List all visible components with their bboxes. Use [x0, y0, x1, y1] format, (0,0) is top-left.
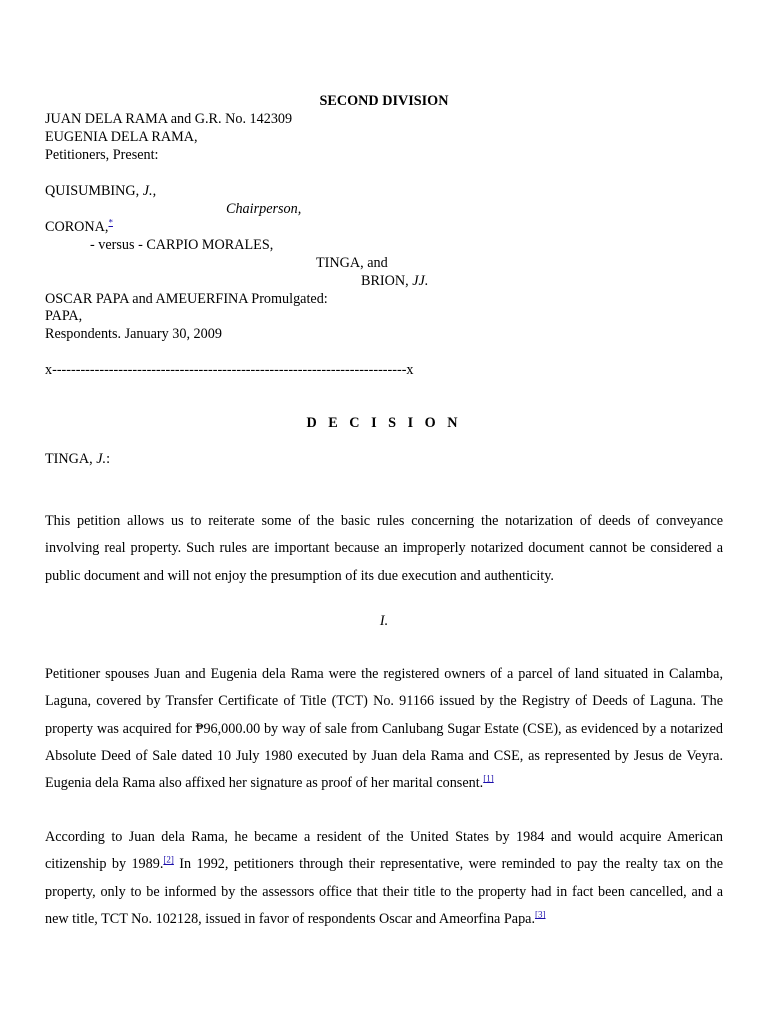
division-heading: SECOND DIVISION — [319, 93, 449, 109]
footnote-link-star[interactable]: * — [108, 217, 113, 228]
justice-name: QUISUMBING, — [45, 183, 140, 199]
paragraph-intro: This petition allows us to reiterate some of the basic rules concerning the notarization of deeds of conveyance involving real property. Such rules are important because an improperly notarized document cannot be considered a public document and will not enjoy the presumption of its due execution and authenticity. — [45, 513, 723, 584]
chairperson-label: Chairperson, — [226, 201, 302, 217]
justice-title: J., — [142, 183, 157, 199]
paragraph-text: Petitioner spouses Juan and Eugenia dela Rama were the registered owners of a parcel of land situated in Calamba, Laguna, covered by Transfer Certificate of Title (TCT) No. 91166 issued by the Registry of Deeds of Laguna. The property was acquired for ₱96,000.00 by way of sale from Canlubang Sugar Estate (CSE), as evidenced by a notarized Absolute Deed of Sale dated 10 July 1980 executed by Juan dela Rama and CSE, as represented by Jesus de Veyra. Eugenia dela Rama also affixed her signature as proof of her marital consent. — [45, 666, 723, 792]
caption-petitioner-line-2: EUGENIA DELA RAMA, — [45, 129, 198, 145]
decision-title: D E C I S I O N — [306, 415, 462, 431]
justice-name: BRION, — [361, 273, 409, 289]
ponente-title: J. — [96, 451, 107, 467]
versus-line: - versus - CARPIO MORALES, — [90, 237, 274, 253]
justice-tinga: TINGA, and — [316, 255, 388, 271]
justice-quisumbing — [45, 182, 156, 200]
caption-respondent-line: OSCAR PAPA and AMEUERFINA Promulgated: — [45, 291, 328, 307]
separator-line: x---------------------------------------------------------------------------x — [45, 362, 414, 378]
ponente — [45, 450, 110, 468]
caption-petitioners-present: Petitioners, Present: — [45, 147, 159, 163]
caption-respondent-line-2: PAPA, — [45, 308, 83, 324]
justice-name: CORONA, — [45, 219, 109, 235]
ponente-name: TINGA, — [45, 451, 93, 467]
caption-respondents-date: Respondents. January 30, 2009 — [45, 326, 222, 342]
justice-title: JJ. — [412, 273, 429, 289]
footnote-link-1[interactable]: [1] — [483, 773, 494, 784]
footnote-link-2[interactable]: [2] — [163, 854, 174, 865]
paragraph-facts-1 — [45, 661, 723, 797]
paragraph-text: According to Juan dela Rama, he became a resident of the United States by 1984 and would acquire American citizenship by 1989. — [45, 829, 723, 873]
ponente-colon: : — [106, 451, 111, 467]
caption-petitioner-line: JUAN DELA RAMA and G.R. No. 142309 — [45, 111, 293, 127]
justice-corona — [45, 218, 113, 236]
paragraph-facts-2 — [45, 824, 723, 933]
footnote-link-3[interactable]: [3] — [535, 909, 546, 920]
justice-brion — [361, 272, 428, 290]
section-heading-I: I. — [379, 613, 389, 629]
paragraph-text: In 1992, petitioners through their representative, were reminded to pay the realty tax on the property, only to be informed by the assessors office that their title to the property had in fact been cancelled, and a new title, TCT No. 102128, issued in favor of respondents Oscar and Ameorfina Papa. — [45, 856, 723, 927]
